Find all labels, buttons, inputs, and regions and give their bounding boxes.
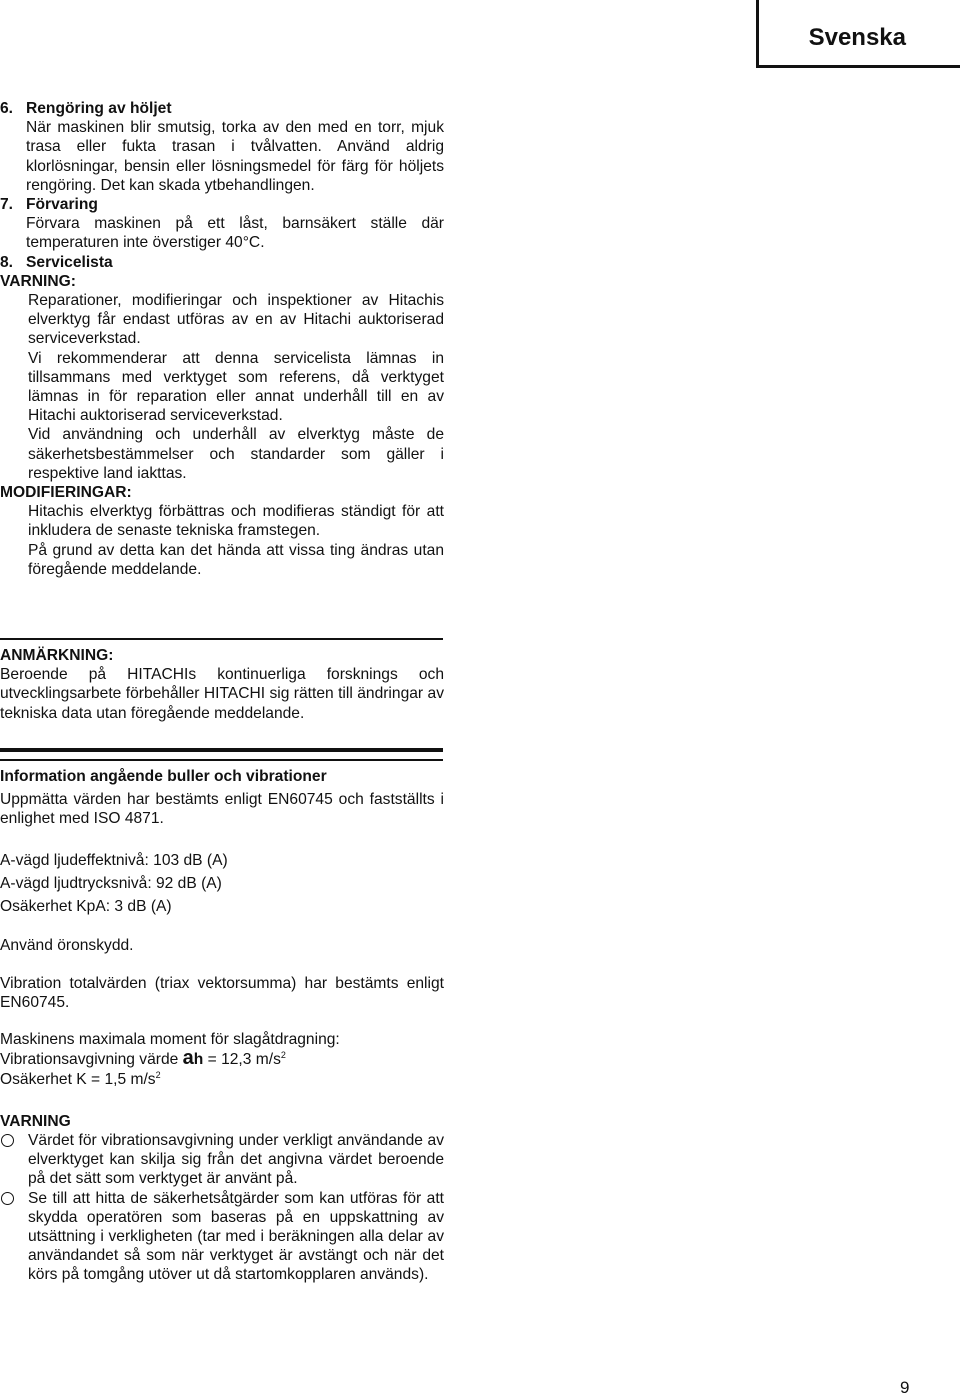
noise-value: Osäkerhet KpA: 3 dB (A) [0, 897, 172, 915]
language-label: Svenska [808, 24, 906, 51]
section-body: Förvara maskinen på ett låst, barnsäkert ställe där temperaturen inte överstiger 40°C. [26, 215, 444, 252]
exponent: 2 [155, 1069, 161, 1080]
warning-text: Värdet för vibrationsavgivning under verkligt användande av elverktyget kan skilja sig från det angivna värdet beroende på det sätt som verktyget är använt på. [28, 1132, 444, 1188]
noise-vibration-section [0, 767, 444, 1285]
warning-item [0, 1189, 444, 1285]
section-body: När maskinen blir smutsig, torka av den med en torr, mjuk trasa eller fukta trasan i tvålvatten. Använd aldrig klorlösningar, bensin eller lösningsmedel för färg för höljets rengöring. Det kan skada ytbehandlingen. [26, 119, 444, 194]
noise-values [0, 849, 444, 918]
modifications-label: MODIFIERINGAR: [0, 484, 132, 502]
vibration-label: Vibrationsavgivning värde [0, 1051, 179, 1069]
note-box [0, 646, 444, 723]
service-paragraph: Reparationer, modifieringar och inspektioner av Hitachis elverktyg får endast utföras av en av Hitachi auktoriserad serviceverkstad. [28, 292, 444, 348]
note-label: ANMÄRKNING: [0, 647, 114, 664]
language-tab [756, 0, 960, 68]
warning-label: VARNING: [0, 272, 76, 290]
page-number: 9 [900, 1378, 910, 1397]
section-6 [0, 99, 444, 195]
divider-thin [0, 759, 443, 761]
noise-value: A-vägd ljudeffektnivå: 103 dB (A) [0, 851, 228, 869]
max-torque: Maskinens maximala moment för slagåtdragning: [0, 1031, 340, 1049]
modifications-paragraph: På grund av detta kan det hända att vissa ting ändras utan föregående meddelande. [28, 541, 444, 578]
modifications-paragraph: Hitachis elverktyg förbättras och modifieras ständigt för att inkludera de senaste tekniska framstegen. [28, 503, 444, 540]
note-text: Beroende på HITACHIs kontinuerliga forsknings och utvecklingsarbete förbehåller HITACHI sig rätten till ändringar av tekniska data utan föregående meddelande. [0, 666, 444, 722]
section-title: Rengöring av höljet [26, 100, 172, 117]
vibration-value-line [0, 1049, 444, 1069]
bullet-circle-icon [0, 1189, 28, 1285]
noise-value: A-vägd ljudtrycksnivå: 92 dB (A) [0, 874, 222, 892]
section-title: Förvaring [26, 196, 98, 214]
divider [0, 638, 443, 640]
warning-item [0, 1131, 444, 1189]
vibration-symbol: a [182, 1047, 194, 1070]
bullet-circle-icon [0, 1131, 28, 1189]
ear-protection: Använd öronskydd. [0, 936, 134, 954]
uncertainty-label: Osäkerhet K = 1,5 m/s [0, 1070, 156, 1088]
noise-intro: Uppmätta värden har bestämts enligt EN60745 och fastställts i enlighet med ISO 4871. [0, 791, 444, 828]
section-8 [0, 253, 444, 272]
noise-title: Information angående buller och vibrationer [0, 768, 327, 785]
vibration-warning-title: VARNING [0, 1112, 71, 1130]
service-paragraph: Vid användning och underhåll av elverktyg måste de säkerhetsbestämmelser och standarder som gäller i respektive land iakttas. [28, 426, 444, 482]
vibration-intro: Vibration totalvärden (triax vektorsumma) har bestämts enligt EN60745. [0, 974, 444, 1012]
vibration-subscript: h [193, 1051, 204, 1069]
maintenance-sections [0, 99, 444, 579]
section-number: 6. [0, 100, 14, 117]
service-paragraph: Vi rekommenderar att denna servicelista lämnas in tillsammans med verktyget som referens, då verktyget lämnas in för reparation eller annat underhåll till en av Hitachi auktoriserad serviceverkstad. [28, 349, 444, 425]
section-title: Servicelista [26, 253, 113, 271]
section-7 [0, 195, 444, 253]
divider-thick [0, 748, 443, 752]
vibration-value: = 12,3 m/s [207, 1051, 281, 1069]
warning-text: Se till att hitta de säkerhetsåtgärder som kan utföras för att skydda operatören som baseras på en uppskattning av utsättning i verkligheten (tar med i beräkningen alla delar av användandet så som när verktyget är avstängt och när det körs på tomgång utöver ut då startomkopplaren används). [28, 1189, 444, 1284]
section-number: 8. [0, 253, 14, 271]
exponent: 2 [280, 1050, 286, 1061]
section-number: 7. [0, 196, 14, 214]
uncertainty-line [0, 1070, 444, 1089]
